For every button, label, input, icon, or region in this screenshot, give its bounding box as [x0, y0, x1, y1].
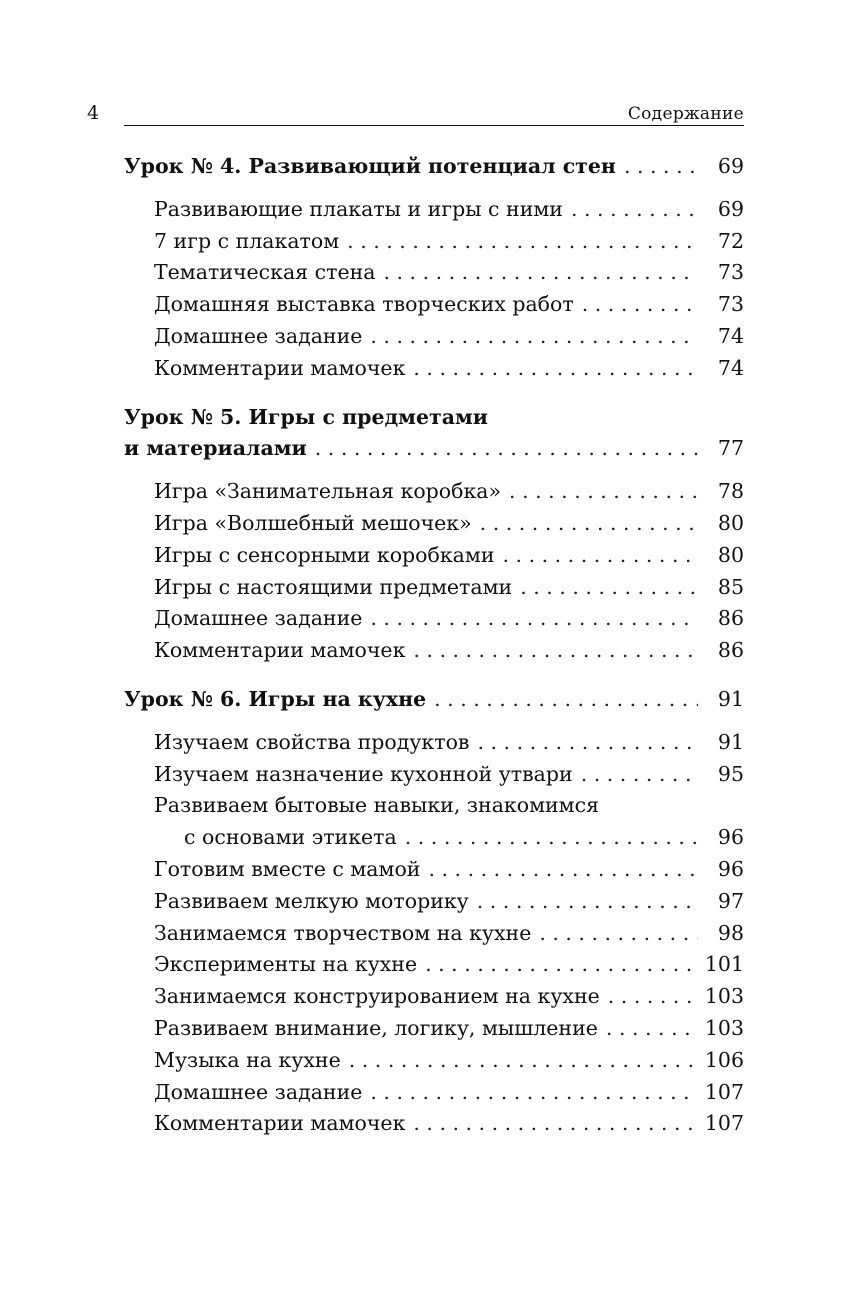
dot-leader: [477, 886, 698, 918]
dot-leader: [405, 822, 698, 854]
entry-title: Развиваем мелкую моторику: [154, 888, 469, 913]
entry-title: Комментарии мамочек: [154, 355, 406, 380]
dot-leader: [608, 981, 698, 1013]
page-ref: 80: [717, 542, 744, 567]
page-ref: 73: [717, 260, 744, 285]
toc-entry: [124, 1013, 744, 1045]
toc-entry: [124, 540, 744, 572]
lesson-title: Урок № 4. Развивающий потенциал стен: [124, 154, 616, 178]
toc-entry: [124, 1045, 744, 1077]
page-ref: 77: [717, 436, 744, 461]
dot-leader: [503, 540, 698, 572]
dot-leader: [413, 1108, 698, 1140]
page-ref: 69: [717, 196, 744, 221]
toc-entry: [124, 572, 744, 604]
lesson-line: [124, 684, 744, 716]
dot-leader: [315, 433, 698, 465]
toc-entry: [124, 981, 744, 1013]
dot-leader: [509, 476, 698, 508]
page-ref: 103: [704, 984, 744, 1009]
toc-entry: [124, 508, 744, 540]
toc-entry: [124, 321, 744, 353]
lesson-title: и материалами: [124, 436, 307, 461]
dot-leader: [349, 1045, 698, 1077]
page-ref: 103: [704, 1015, 744, 1040]
entry-title: Развивающие плакаты и игры с ними: [154, 196, 563, 221]
page-ref: 72: [717, 228, 744, 253]
entry-title: Игры с сенсорными коробками: [154, 542, 495, 567]
dot-leader: [425, 949, 698, 981]
entry-title: Домашнее задание: [154, 606, 363, 631]
dot-leader: [480, 508, 698, 540]
toc-entry: [124, 257, 744, 289]
toc-entry: [124, 759, 744, 791]
page-ref: 95: [717, 761, 744, 786]
toc-entry: [124, 1108, 744, 1140]
dot-leader: [347, 226, 698, 258]
lesson-title: Урок № 6. Игры на кухне: [124, 686, 427, 711]
toc-entry: [124, 603, 744, 635]
header-rule: [124, 125, 744, 126]
lesson-title: Урок № 5. Игры с предметами: [124, 404, 489, 429]
dot-leader: [413, 635, 698, 667]
running-head: Содержание: [627, 104, 744, 124]
toc-section: [124, 151, 744, 385]
entry-title: Комментарии мамочек: [154, 638, 406, 663]
page-ref: 96: [717, 856, 744, 881]
dot-leader: [606, 1013, 698, 1045]
entry-title: Изучаем свойства продуктов: [154, 729, 470, 754]
toc-section: [124, 402, 744, 667]
entry-title: Тематическая стена: [154, 260, 376, 285]
toc-entry: [124, 226, 744, 258]
dot-leader: [477, 727, 698, 759]
toc-entry: [124, 918, 744, 950]
toc-entry: [124, 790, 744, 822]
lesson-heading: [124, 151, 744, 183]
page-ref: 101: [704, 952, 744, 977]
entry-title: 7 игр с плакатом: [154, 228, 340, 253]
entry-title: Готовим вместе с мамой: [154, 856, 421, 881]
entry-title: с основами этикета: [184, 825, 397, 850]
page-ref: 98: [717, 920, 744, 945]
lesson-line: [124, 433, 744, 465]
toc-entry: [124, 949, 744, 981]
entry-title: Игра «Волшебный мешочек»: [154, 510, 472, 535]
toc-entry: [124, 194, 744, 226]
page-ref: 107: [704, 1111, 744, 1136]
toc-entry: [124, 727, 744, 759]
entry-title: Комментарии мамочек: [154, 1111, 406, 1136]
dot-leader: [624, 151, 698, 183]
page-ref: 96: [717, 825, 744, 850]
page-ref: 97: [717, 888, 744, 913]
dot-leader: [428, 854, 698, 886]
entry-title: Эксперименты на кухне: [154, 952, 418, 977]
toc-entry: [124, 476, 744, 508]
dot-leader: [370, 321, 698, 353]
toc-section: [124, 684, 744, 1140]
page-number: 4: [87, 102, 100, 124]
page-ref: 91: [717, 686, 744, 711]
toc-entry: [124, 854, 744, 886]
page-ref: 73: [717, 292, 744, 317]
lesson-line: [124, 402, 744, 434]
page-ref: 69: [717, 154, 744, 178]
dot-leader: [571, 194, 698, 226]
toc-entry: [124, 635, 744, 667]
toc-entry: [124, 353, 744, 385]
toc-entry: [124, 1077, 744, 1109]
entry-title: Развиваем бытовые навыки, знакомимся: [154, 793, 600, 818]
dot-leader: [434, 684, 698, 716]
toc-entry: [124, 886, 744, 918]
page-ref: 106: [704, 1047, 744, 1072]
entry-title: Игра «Занимательная коробка»: [154, 479, 502, 504]
page-ref: 85: [717, 574, 744, 599]
dot-leader: [370, 603, 698, 635]
page-ref: 86: [717, 606, 744, 631]
entry-title: Домашнее задание: [154, 323, 363, 348]
dot-leader: [539, 918, 698, 950]
page-ref: 107: [704, 1079, 744, 1104]
dot-leader: [581, 759, 698, 791]
page-ref: 86: [717, 638, 744, 663]
lesson-heading: [124, 684, 744, 716]
entry-title: Домашняя выставка творческих работ: [154, 292, 574, 317]
dot-leader: [520, 572, 698, 604]
page-ref: 78: [717, 479, 744, 504]
dot-leader: [370, 1077, 698, 1109]
dot-leader: [383, 257, 698, 289]
entry-title: Занимаемся конструированием на кухне: [154, 984, 600, 1009]
page-ref: 74: [717, 323, 744, 348]
page-ref: 80: [717, 510, 744, 535]
entry-title: Музыка на кухне: [154, 1047, 341, 1072]
entry-title: Развиваем внимание, логику, мышление: [154, 1015, 598, 1040]
table-of-contents: [124, 151, 744, 1157]
toc-entry: [124, 289, 744, 321]
dot-leader: [413, 353, 698, 385]
lesson-line: [124, 151, 744, 183]
page-ref: 74: [717, 355, 744, 380]
dot-leader: [582, 289, 698, 321]
toc-entry: [124, 822, 744, 854]
lesson-heading: [124, 402, 744, 466]
entry-title: Занимаемся творчеством на кухне: [154, 920, 532, 945]
entry-title: Изучаем назначение кухонной утвари: [154, 761, 573, 786]
entry-title: Игры с настоящими предметами: [154, 574, 513, 599]
entry-title: Домашнее задание: [154, 1079, 363, 1104]
page-ref: 91: [717, 729, 744, 754]
